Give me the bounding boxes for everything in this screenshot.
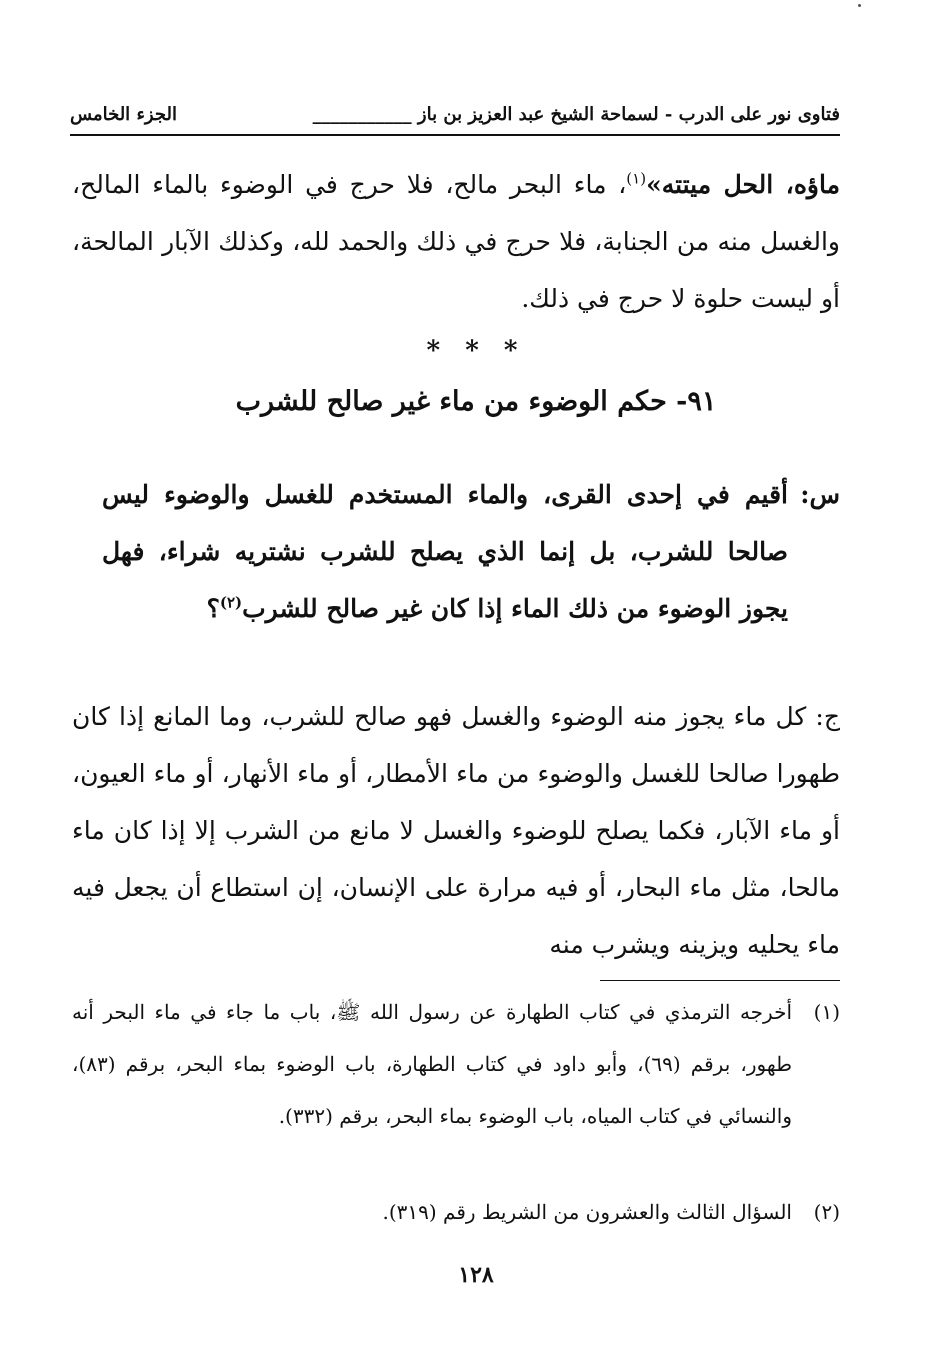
footnote-rule [600, 980, 840, 981]
question-label: س: [800, 480, 840, 509]
question-body: أقيم في إحدى القرى، والماء المستخدم للغسل والوضوء ليس صالحا للشرب، بل إنما الذي يصلح للشرب نشتريه شراء، فهل يجوز الوضوء من ذلك الماء إذا كان غير صالح للشرب [102, 480, 788, 623]
footnote-2-number: (٢) [813, 1200, 840, 1224]
answer-paragraph: ج: كل ماء يجوز منه الوضوء والغسل فهو صالح للشرب، وما المانع إذا كان طهورا صالحا للغسل والوضوء من ماء الأمطار، أو ماء الأنهار، أو ماء العيون، أو ماء الآبار، فكما يصلح للوضوء والغسل لا مانع من الشرب إلا إذا كان ماء مالحا، مثل ماء البحار، أو فيه مرارة على الإنسان، إن استطاع أن يجعل فيه ماء يحليه ويزينه ويشرب منه [72, 702, 840, 959]
page-number: ١٢٨ [458, 1262, 494, 1288]
header-part: الجزء الخامس [70, 103, 177, 125]
footnote-ref-1[interactable]: (١) [626, 169, 647, 188]
footnote-ref-2[interactable]: (٢) [219, 593, 243, 612]
question-text [102, 466, 788, 637]
hadith-quote: ماؤه، الحل ميتته» [646, 170, 840, 199]
header-rule [70, 134, 840, 136]
section-title: ٩١- حكم الوضوء من ماء غير صالح للشرب [235, 386, 717, 417]
intro-paragraph [72, 156, 840, 327]
question-end: ؟ [206, 594, 220, 623]
section-separator: * * * [426, 336, 526, 366]
intro-text: ، ماء البحر مالح، فلا حرج في الوضوء بالماء المالح، والغسل منه من الجنابة، فلا حرج في ذلك والحمد لله، وكذلك الآبار المالحة، أو ليست حلوة لا حرج في ذلك. [72, 170, 840, 313]
scan-speck [858, 4, 861, 7]
running-header [70, 98, 840, 130]
footnote-1-text: أخرجه الترمذي في كتاب الطهارة عن رسول الله ﷺ، باب ما جاء في ماء البحر أنه طهور، برقم (٦٩)، وأبو داود في كتاب الطهارة، باب الوضوء بماء البحر، برقم (٨٣)، والنسائي في كتاب المياه، باب الوضوء بماء البحر، برقم (٣٣٢). [72, 1000, 792, 1128]
footnote-2-text: السؤال الثالث والعشرون من الشريط رقم (٣١٩). [382, 1200, 792, 1224]
header-title: فتاوى نور على الدرب - لسماحة الشيخ عبد العزيز بن باز ___________ [312, 103, 840, 125]
footnote-1-number: (١) [813, 1000, 840, 1024]
